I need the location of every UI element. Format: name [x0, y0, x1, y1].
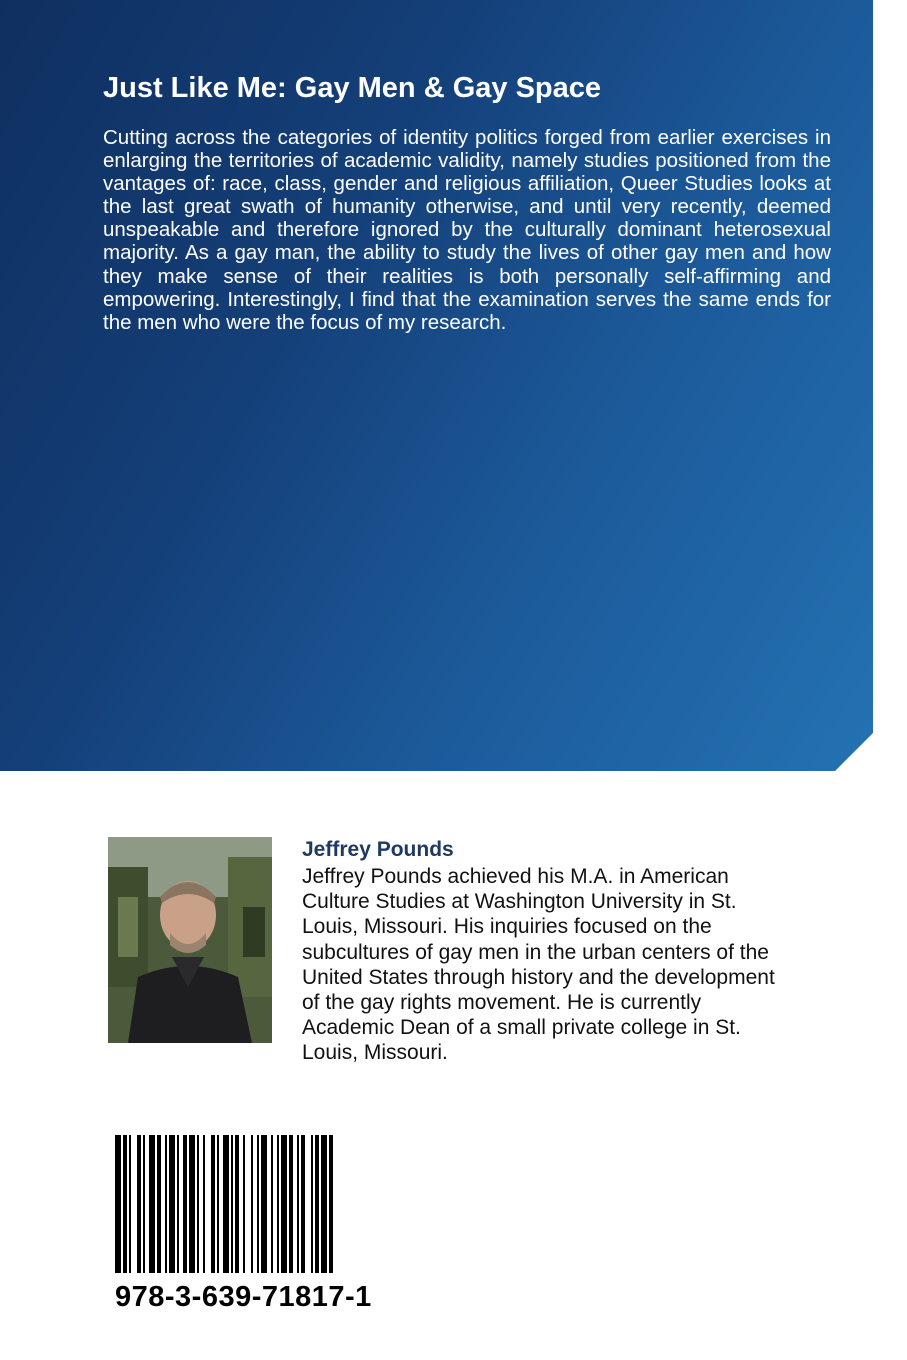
author-name: Jeffrey Pounds — [302, 838, 454, 861]
author-bio-line: United States through history and the development — [302, 965, 775, 989]
author-bio-line: Culture Studies at Washington University in St. — [302, 890, 737, 914]
author-bio — [302, 864, 842, 1066]
book-blurb: Cutting across the categories of identity politics forged from earlier exercises in enlarging the territories of academic validity, namely studies positioned from the vantages of: race, class, gender and religious affiliation, Queer Studies looks at the last great swath of humanity otherwise, and until very recently, deemed unspeakable and therefore ignored by the culturally dominant heterosexual majority. As a gay man, the ability to study the lives of other gay men and how they make sense of their realities is both personally self-affirming and empowering. Interestingly, I find that the examination serves the same ends for the men who were the focus of my research. — [103, 126, 831, 334]
author-bio-line: Louis, Missouri. His inquiries focused on the — [302, 915, 712, 939]
author-bio-line: of the gay rights movement. He is currently — [302, 991, 702, 1015]
author-photo — [108, 837, 272, 1043]
author-bio-line: Academic Dean of a small private college in St. — [302, 1016, 741, 1040]
barcode — [115, 1135, 383, 1273]
book-title: Just Like Me: Gay Men & Gay Space — [103, 72, 602, 104]
isbn-number: 978-3-639-71817-1 — [115, 1281, 372, 1313]
author-bio-line: Jeffrey Pounds achieved his M.A. in American — [302, 865, 729, 888]
author-bio-line: subcultures of gay men in the urban centers of the — [302, 940, 769, 964]
author-bio-line: Louis, Missouri. — [302, 1041, 448, 1065]
